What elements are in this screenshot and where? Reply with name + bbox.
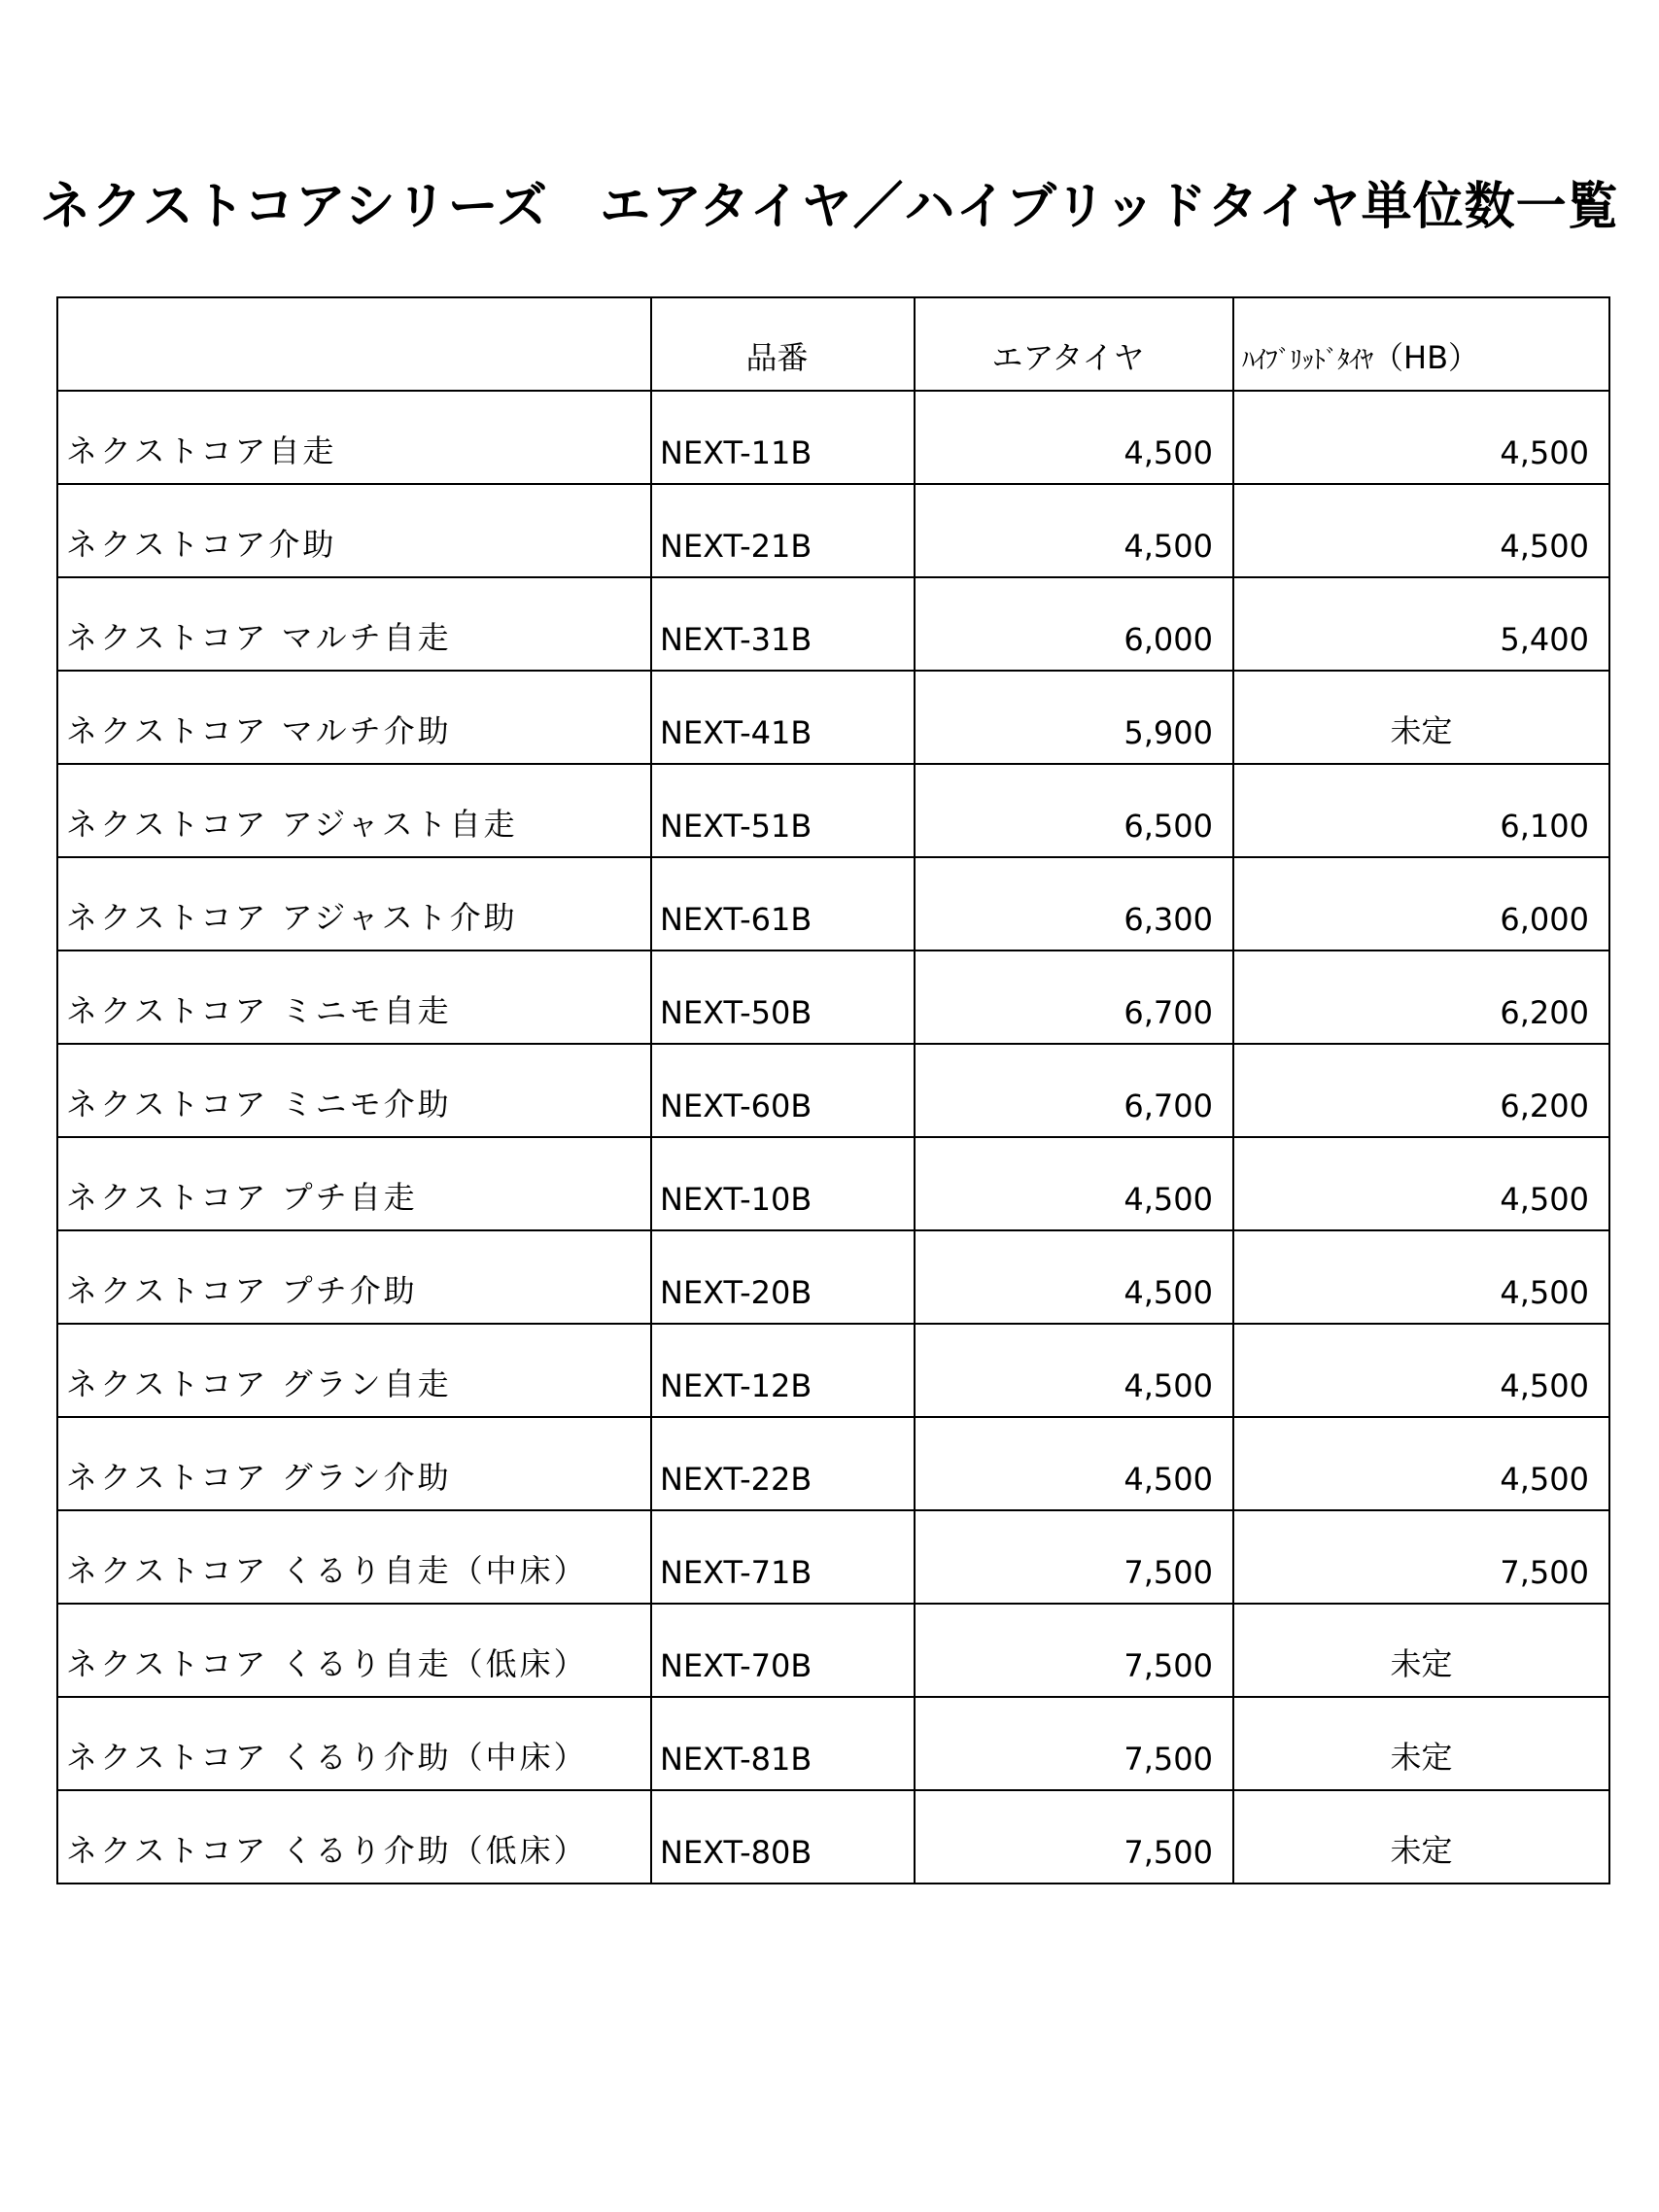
product-code-cell: NEXT-60B (651, 1044, 915, 1137)
hybrid-tire-units-cell: 未定 (1233, 671, 1609, 764)
table-row (57, 1790, 1609, 1884)
product-code-cell: NEXT-41B (651, 671, 915, 764)
product-name-cell: ネクストコア ミニモ介助 (57, 1044, 651, 1137)
product-name-cell: ネクストコア グラン介助 (57, 1417, 651, 1510)
header-hybrid-kana: ﾊｲﾌﾞﾘｯﾄﾞﾀｲﾔ (1242, 346, 1373, 375)
air-tire-units-cell: 5,900 (915, 671, 1233, 764)
air-tire-units-cell: 4,500 (915, 1137, 1233, 1230)
product-name-cell: ネクストコア プチ介助 (57, 1230, 651, 1324)
table-row (57, 1324, 1609, 1417)
hybrid-tire-units-cell: 4,500 (1233, 1137, 1609, 1230)
page-title: ネクストコアシリーズ エアタイヤ／ハイブリッドタイヤ単位数一覧 (40, 178, 1619, 236)
hybrid-tire-units-cell: 4,500 (1233, 1417, 1609, 1510)
table-row (57, 857, 1609, 950)
air-tire-units-cell: 4,500 (915, 391, 1233, 484)
product-code-cell: NEXT-11B (651, 391, 915, 484)
hybrid-tire-units-cell: 未定 (1233, 1604, 1609, 1697)
air-tire-units-cell: 7,500 (915, 1790, 1233, 1884)
header-hybrid-tire (1233, 297, 1609, 391)
product-name-cell: ネクストコア アジャスト自走 (57, 764, 651, 857)
air-tire-units-cell: 4,500 (915, 484, 1233, 577)
product-name-cell: ネクストコア くるり自走（中床） (57, 1510, 651, 1604)
table-row (57, 1230, 1609, 1324)
product-name-cell: ネクストコア グラン自走 (57, 1324, 651, 1417)
table-row (57, 1604, 1609, 1697)
product-name-cell: ネクストコア ミニモ自走 (57, 950, 651, 1044)
table-row (57, 391, 1609, 484)
product-name-cell: ネクストコア アジャスト介助 (57, 857, 651, 950)
air-tire-units-cell: 6,300 (915, 857, 1233, 950)
table-row (57, 484, 1609, 577)
air-tire-units-cell: 4,500 (915, 1230, 1233, 1324)
product-code-cell: NEXT-61B (651, 857, 915, 950)
product-code-cell: NEXT-31B (651, 577, 915, 671)
unit-table (56, 296, 1610, 1884)
table-row (57, 671, 1609, 764)
table-row (57, 950, 1609, 1044)
product-code-cell: NEXT-22B (651, 1417, 915, 1510)
air-tire-units-cell: 6,700 (915, 950, 1233, 1044)
table-row (57, 1044, 1609, 1137)
header-code: 品番 (651, 297, 915, 391)
table-row (57, 1417, 1609, 1510)
hybrid-tire-units-cell: 5,400 (1233, 577, 1609, 671)
header-air-tire: エアタイヤ (915, 297, 1233, 391)
hybrid-tire-units-cell: 6,200 (1233, 950, 1609, 1044)
product-code-cell: NEXT-10B (651, 1137, 915, 1230)
hybrid-tire-units-cell: 4,500 (1233, 1324, 1609, 1417)
product-code-cell: NEXT-12B (651, 1324, 915, 1417)
air-tire-units-cell: 7,500 (915, 1510, 1233, 1604)
product-code-cell: NEXT-70B (651, 1604, 915, 1697)
air-tire-units-cell: 6,000 (915, 577, 1233, 671)
hybrid-tire-units-cell: 6,100 (1233, 764, 1609, 857)
table-row (57, 764, 1609, 857)
product-code-cell: NEXT-81B (651, 1697, 915, 1790)
hybrid-tire-units-cell: 4,500 (1233, 1230, 1609, 1324)
hybrid-tire-units-cell: 6,000 (1233, 857, 1609, 950)
header-name (57, 297, 651, 391)
product-name-cell: ネクストコア くるり介助（低床） (57, 1790, 651, 1884)
air-tire-units-cell: 6,500 (915, 764, 1233, 857)
product-name-cell: ネクストコア マルチ自走 (57, 577, 651, 671)
table-body (57, 391, 1609, 1884)
hybrid-tire-units-cell: 4,500 (1233, 484, 1609, 577)
air-tire-units-cell: 6,700 (915, 1044, 1233, 1137)
hybrid-tire-units-cell: 4,500 (1233, 391, 1609, 484)
air-tire-units-cell: 4,500 (915, 1324, 1233, 1417)
product-code-cell: NEXT-71B (651, 1510, 915, 1604)
hybrid-tire-units-cell: 未定 (1233, 1697, 1609, 1790)
product-code-cell: NEXT-20B (651, 1230, 915, 1324)
product-code-cell: NEXT-50B (651, 950, 915, 1044)
hybrid-tire-units-cell: 7,500 (1233, 1510, 1609, 1604)
hybrid-tire-units-cell: 6,200 (1233, 1044, 1609, 1137)
product-name-cell: ネクストコア自走 (57, 391, 651, 484)
hybrid-tire-units-cell: 未定 (1233, 1790, 1609, 1884)
air-tire-units-cell: 7,500 (915, 1604, 1233, 1697)
table-header-row (57, 297, 1609, 391)
air-tire-units-cell: 7,500 (915, 1697, 1233, 1790)
product-name-cell: ネクストコア くるり自走（低床） (57, 1604, 651, 1697)
product-name-cell: ネクストコア介助 (57, 484, 651, 577)
table-row (57, 577, 1609, 671)
product-code-cell: NEXT-80B (651, 1790, 915, 1884)
table-row (57, 1510, 1609, 1604)
air-tire-units-cell: 4,500 (915, 1417, 1233, 1510)
product-code-cell: NEXT-51B (651, 764, 915, 857)
header-hybrid-suffix: （HB） (1372, 339, 1480, 376)
product-name-cell: ネクストコア くるり介助（中床） (57, 1697, 651, 1790)
product-code-cell: NEXT-21B (651, 484, 915, 577)
table-row (57, 1137, 1609, 1230)
product-name-cell: ネクストコア プチ自走 (57, 1137, 651, 1230)
table-row (57, 1697, 1609, 1790)
product-name-cell: ネクストコア マルチ介助 (57, 671, 651, 764)
